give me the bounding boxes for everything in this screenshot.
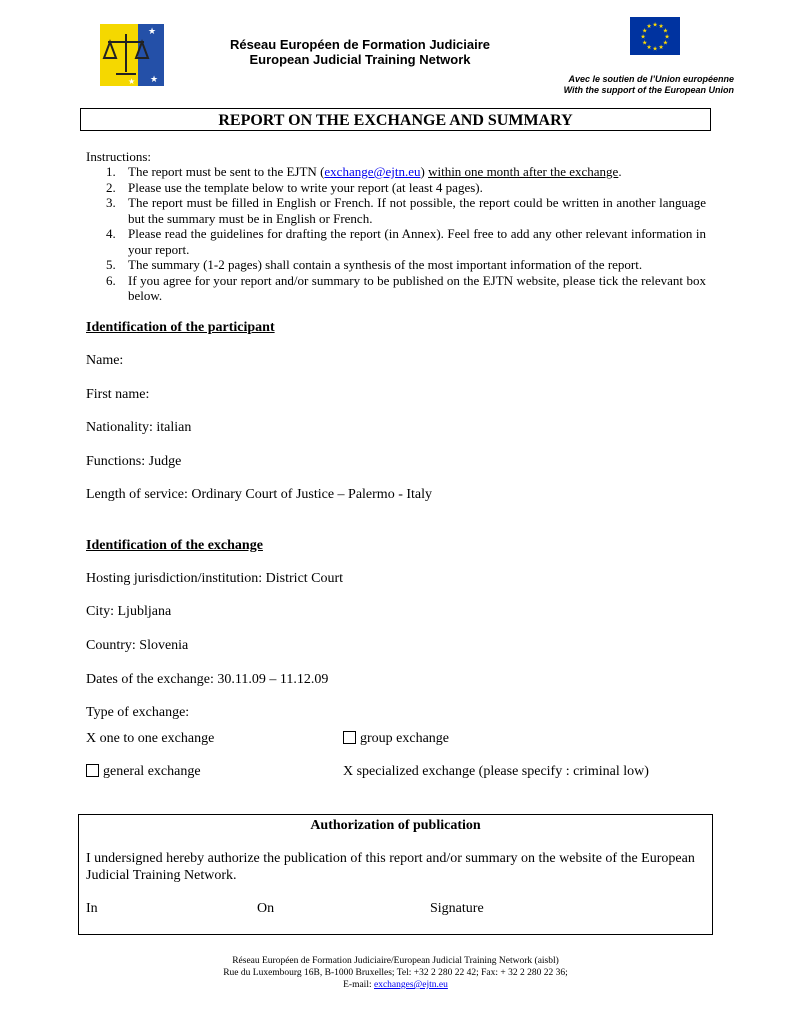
authorization-text: I undersigned hereby authorize the publication of this report and/or summary on the website of the European Judicial Training Network. — [86, 851, 695, 883]
instruction-item — [86, 226, 706, 257]
eu-flag-icon — [630, 17, 680, 55]
eu-flag-star: ★ — [652, 21, 658, 29]
organisation-name-fr: Réseau Européen de Formation Judiciaire — [229, 37, 491, 52]
instruction-item — [86, 273, 706, 304]
eu-flag-star: ★ — [662, 27, 669, 35]
instruction-text-end: . — [618, 164, 622, 179]
instructions-list — [86, 164, 706, 304]
authorization-title: Authorization of publication — [310, 818, 481, 833]
instruction-item — [86, 195, 706, 226]
group-exchange-checkbox[interactable] — [343, 731, 356, 744]
instruction-number: 6. — [106, 272, 116, 288]
exchange-country: Country: Slovenia — [86, 638, 189, 653]
eu-flag-star: ★ — [646, 23, 652, 31]
instruction-text: Please read the guidelines for drafting the report (in Annex). Feel free to add any other relevant information in your report. — [128, 226, 706, 257]
participant-length-of-service: Length of service: Ordinary Court of Justice – Palermo - Italy — [86, 487, 433, 502]
participant-nationality: Nationality: italian — [86, 420, 192, 435]
report-title: REPORT ON THE EXCHANGE AND SUMMARY — [80, 108, 711, 131]
instructions-label: Instructions: — [86, 149, 151, 164]
authorization-signature-label: Signature — [430, 901, 484, 916]
footer-email-label: E-mail: — [343, 980, 374, 990]
svg-text:★: ★ — [150, 75, 159, 85]
svg-text:★: ★ — [166, 59, 175, 69]
participant-heading: Identification of the participant — [86, 320, 275, 335]
eu-flag-star: ★ — [642, 39, 648, 47]
option-general-exchange[interactable] — [86, 764, 201, 780]
exchange-dates: Dates of the exchange: 30.11.09 – 11.12.09 — [86, 672, 329, 687]
instruction-number: 3. — [106, 195, 116, 210]
ejtn-logo — [88, 16, 178, 88]
footer-line-2: Rue du Luxembourg 16B, B-1000 Bruxelles; Tel: +32 2 280 22 42; Fax: + 32 2 280 22 36; — [223, 968, 568, 978]
eu-flag-star: ★ — [662, 39, 669, 47]
organisation-name-en: European Judicial Training Network — [249, 52, 471, 67]
instruction-number: 5. — [106, 257, 116, 272]
instruction-number: 1. — [106, 164, 116, 179]
exchange-type-label: Type of exchange: — [86, 705, 190, 720]
instruction-number: 2. — [106, 179, 116, 195]
footer-line-3 — [120, 979, 671, 991]
eu-support-fr: Avec le soutien de l’Union européenne — [568, 74, 734, 84]
svg-text:★: ★ — [92, 29, 101, 39]
footer-email-link[interactable]: exchanges@ejtn.eu — [373, 980, 448, 990]
option-one-to-one[interactable]: X one to one exchange — [86, 731, 215, 746]
svg-text:★: ★ — [148, 27, 157, 37]
exchange-city: City: Ljubljana — [86, 604, 172, 619]
eu-flag-star: ★ — [642, 27, 648, 35]
footer-line-1: Réseau Européen de Formation Judiciaire/European Judicial Training Network (aisbl) — [232, 956, 559, 966]
svg-text:★: ★ — [90, 49, 99, 59]
exchange-hosting: Hosting jurisdiction/institution: District Court — [86, 571, 344, 586]
participant-functions: Functions: Judge — [86, 454, 182, 469]
group-exchange-label: group exchange — [360, 731, 450, 746]
authorization-box — [78, 814, 713, 935]
authorization-in-label: In — [86, 901, 98, 916]
option-specialized-exchange[interactable]: X specialized exchange (please specify : criminal low) — [343, 764, 649, 779]
eu-flag-star: ★ — [658, 43, 664, 51]
eu-support-en: With the support of the European Union — [563, 85, 734, 95]
participant-first-name: First name: — [86, 387, 150, 402]
instruction-item — [86, 180, 706, 196]
instruction-item — [86, 257, 706, 273]
instruction-deadline: within one month after the exchange — [428, 164, 619, 179]
participant-name: Name: — [86, 353, 124, 368]
eu-support-note — [564, 74, 734, 96]
instruction-text: Please use the template below to write your report (at least 4 pages). — [128, 179, 483, 195]
ejtn-email-link[interactable]: exchange@ejtn.eu — [324, 164, 421, 179]
eu-flag-star: ★ — [640, 33, 646, 41]
instruction-text-mid: ) — [420, 164, 429, 179]
instruction-text: The report must be sent to the EJTN ( — [128, 164, 325, 179]
option-group-exchange[interactable] — [343, 731, 449, 747]
exchange-heading: Identification of the exchange — [86, 538, 263, 553]
instruction-number: 4. — [106, 226, 116, 241]
general-exchange-label: general exchange — [103, 764, 201, 779]
instruction-item — [86, 164, 706, 180]
svg-text:★: ★ — [92, 69, 101, 79]
instruction-text: The summary (1-2 pages) shall contain a synthesis of the most important information of the report. — [128, 257, 643, 272]
eu-flag-star: ★ — [658, 23, 664, 31]
svg-text:★: ★ — [166, 39, 175, 49]
organisation-name — [180, 37, 540, 67]
authorization-on-label: On — [257, 901, 275, 916]
eu-flag-star: ★ — [646, 43, 652, 51]
instruction-text: If you agree for your report and/or summary to be published on the EJTN website, please tick the relevant box below. — [128, 272, 706, 303]
instruction-text: The report must be filled in English or French. If not possible, the report could be written in another language but the summary must be in English or French. — [128, 195, 706, 226]
page-footer — [120, 955, 671, 991]
eu-flag-star: ★ — [664, 33, 670, 41]
svg-text:★: ★ — [128, 77, 136, 86]
eu-flag-star: ★ — [652, 45, 658, 53]
general-exchange-checkbox[interactable] — [86, 764, 99, 777]
